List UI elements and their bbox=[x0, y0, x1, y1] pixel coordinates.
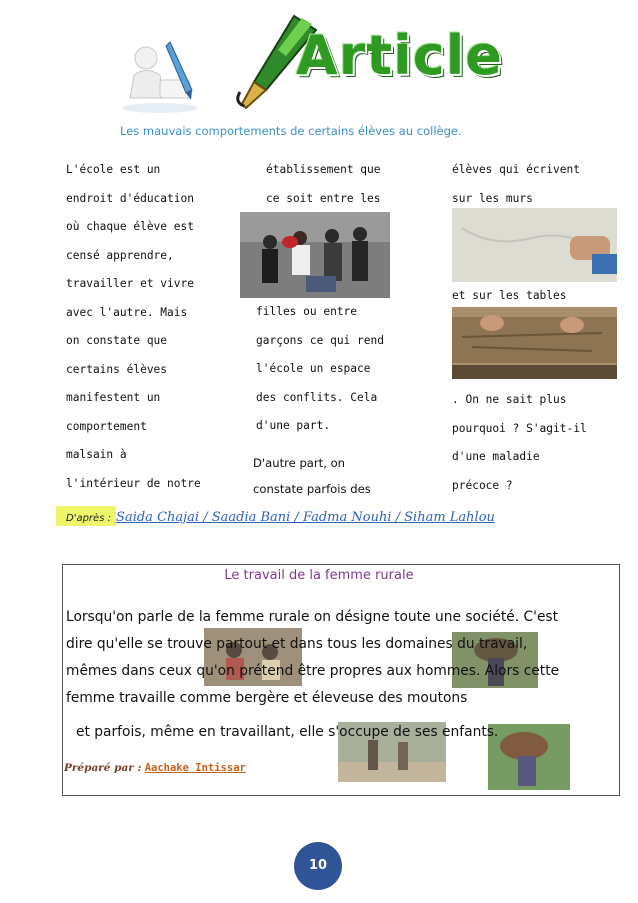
article-subtitle: Les mauvais comportements de certains élèves au collège. bbox=[120, 124, 462, 138]
text-line: . On ne sait plus bbox=[452, 393, 567, 406]
text-line: élèves qui écrivent bbox=[452, 163, 580, 176]
text-line: malsain à bbox=[66, 448, 127, 461]
text-line: l'intérieur de notre bbox=[66, 476, 201, 490]
text-line: endroit d'éducation bbox=[66, 191, 194, 205]
article-column-3-bottom bbox=[452, 386, 622, 500]
text-line: dire qu'elle se trouve partout et dans tous les domaines du travail, bbox=[66, 636, 528, 652]
text-line: travailler et vivre bbox=[66, 277, 194, 290]
page-number-badge: 10 bbox=[294, 842, 342, 890]
text-line: L'école est un bbox=[66, 163, 161, 176]
article-column-1 bbox=[66, 156, 236, 498]
prepared-by-label: Préparé par : bbox=[64, 762, 142, 774]
text-line: des conflits. Cela bbox=[256, 390, 378, 404]
article-column-2-bottom bbox=[253, 450, 423, 502]
text-line: mêmes dans ceux qu'on prétend être propres aux hommes. Alors cette bbox=[66, 663, 560, 679]
text-line: l'école un espace bbox=[256, 362, 371, 375]
text-line: constate parfois des bbox=[253, 482, 371, 496]
prepared-by bbox=[64, 762, 246, 774]
students-fighting-photo bbox=[240, 212, 390, 298]
text-line: garçons ce qui rend bbox=[256, 333, 384, 347]
text-line: comportement bbox=[66, 419, 147, 433]
writing-mascot-illustration bbox=[120, 30, 215, 115]
text-line: filles ou entre bbox=[256, 305, 358, 318]
article-column-2-top bbox=[266, 156, 416, 213]
text-line: Lorsqu'on parle de la femme rurale on désigne toute une société. C'est bbox=[66, 609, 559, 625]
text-line: ce soit entre les bbox=[266, 191, 381, 205]
text-line: établissement que bbox=[266, 163, 381, 176]
article-heading: Article bbox=[296, 24, 503, 87]
text-line: d'une maladie bbox=[452, 450, 540, 463]
text-line: on constate que bbox=[66, 334, 168, 347]
text-line: sur les murs bbox=[452, 191, 533, 205]
article-column-3-top bbox=[452, 156, 622, 213]
rural-woman-article-text bbox=[66, 604, 616, 712]
text-line: où chaque élève est bbox=[66, 220, 194, 233]
text-line: avec l'autre. Mais bbox=[66, 305, 188, 319]
text-line: et sur les tables bbox=[452, 289, 567, 302]
credit-authors: Saida Chajai / Saadia Bani / Fadma Nouhi / Siham Lahlou bbox=[116, 510, 495, 525]
article-column-2-middle bbox=[256, 298, 416, 441]
text-line: précoce ? bbox=[452, 478, 513, 492]
hand-writing-on-wall-photo bbox=[452, 208, 617, 282]
article-credit bbox=[56, 506, 516, 526]
rural-woman-article-title: Le travail de la femme rurale bbox=[224, 568, 414, 583]
rural-woman-article-last-line: et parfois, même en travaillant, elle s'occupe de ses enfants. bbox=[76, 724, 499, 740]
prepared-by-name: Aachake Intissar bbox=[144, 762, 246, 774]
text-line: femme travaille comme bergère et éleveuse des moutons bbox=[66, 690, 468, 706]
text-line: certains élèves bbox=[66, 362, 168, 376]
text-line: D'autre part, on bbox=[253, 456, 346, 470]
hands-on-desk-photo bbox=[452, 307, 617, 379]
text-line: d'une part. bbox=[256, 419, 331, 432]
text-line: censé apprendre, bbox=[66, 248, 174, 262]
text-line: manifestent un bbox=[66, 391, 161, 404]
credit-label: D'après : bbox=[66, 513, 111, 524]
text-line: pourquoi ? S'agit-il bbox=[452, 421, 587, 435]
